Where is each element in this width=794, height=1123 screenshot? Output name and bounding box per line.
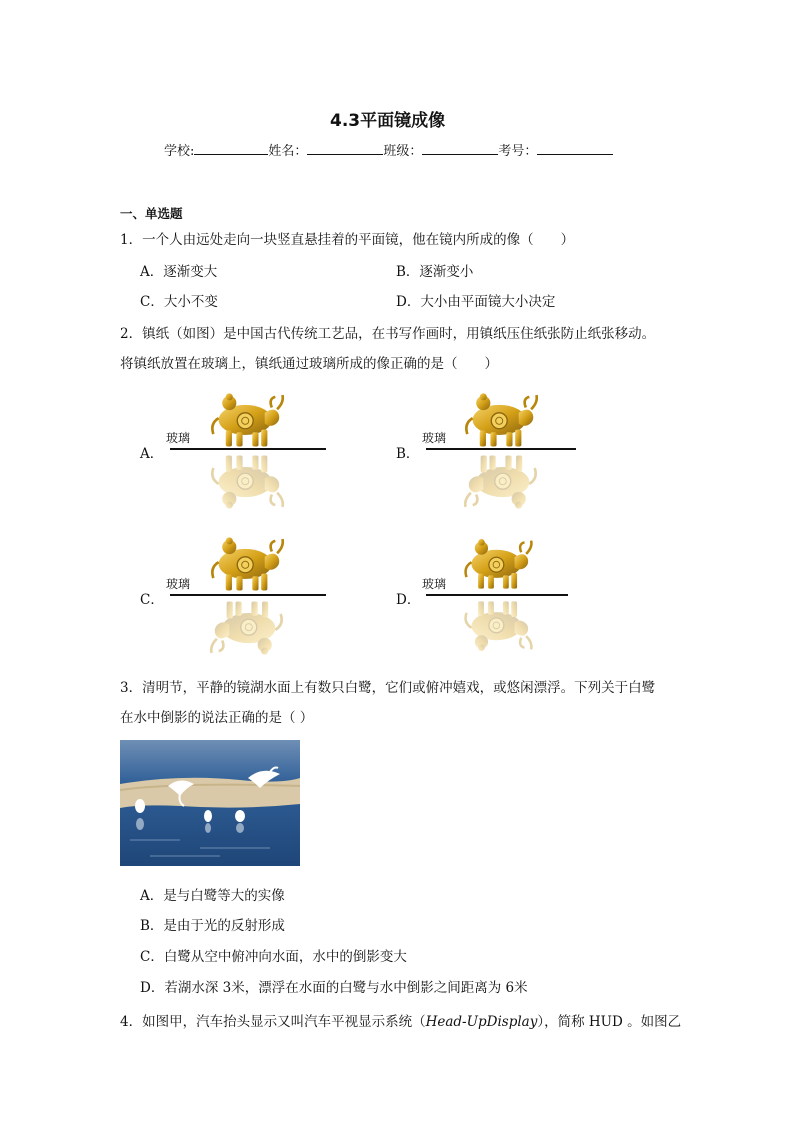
ox-paperweight-d-image	[452, 534, 544, 592]
question-4-stem	[120, 1010, 681, 1030]
glass-label-d: 玻璃	[422, 577, 447, 591]
question-1-option-d[interactable]: D．大小由平面镜大小决定	[396, 294, 556, 310]
egrets-lake-photo	[120, 740, 300, 866]
question-2-option-d-letter[interactable]: D．	[396, 592, 421, 608]
question-1-option-c[interactable]: C．大小不变	[140, 294, 218, 310]
glass-label-a: 玻璃	[166, 431, 191, 445]
class-field[interactable]	[422, 142, 498, 155]
question-4-stem-end: ），简称 HUD 。如图乙	[537, 1014, 682, 1030]
question-3-option-d[interactable]: D．若湖水深 3米，漂浮在水面的白鹭与水中倒影之间距离为 6米	[140, 980, 528, 996]
school-label: 学校:	[164, 144, 195, 159]
glass-line-a	[170, 448, 326, 450]
glass-line-d	[426, 594, 568, 596]
name-field[interactable]	[307, 142, 383, 155]
exam-field[interactable]	[537, 142, 613, 155]
ox-reflection-c-image	[198, 598, 296, 660]
exam-label: 考号：	[498, 144, 538, 159]
question-3-stem-line-1: 3．清明节，平静的镜湖水面上有数只白鹭，它们或俯冲嬉戏，或悠闲漂浮。下列关于白鹭	[120, 680, 656, 696]
question-3-option-c[interactable]: C．白鹭从空中俯冲向水面，水中的倒影变大	[140, 949, 407, 965]
ox-paperweight-a-image	[198, 388, 296, 450]
ox-reflection-a-image	[198, 452, 296, 514]
ox-paperweight-c-image	[198, 532, 296, 594]
glass-label-b: 玻璃	[422, 431, 447, 445]
class-label: 班级：	[383, 144, 423, 159]
glass-line-c	[170, 594, 326, 596]
name-label: 姓名：	[268, 144, 308, 159]
question-2-stem-line-1: 2．镇纸（如图）是中国古代传统工艺品，在书写作画时，用镇纸压住纸张防止纸张移动。	[120, 326, 656, 342]
student-info-line	[164, 140, 613, 159]
question-2-stem-line-2: 将镇纸放置在玻璃上，镇纸通过玻璃所成的像正确的是（ ）	[120, 356, 498, 372]
question-1-stem: 1．一个人由远处走向一块竖直悬挂着的平面镜，他在镜内所成的像（ ）	[120, 232, 575, 248]
question-3-stem-line-2: 在水中倒影的说法正确的是（ ）	[120, 710, 314, 726]
page-title: 4.3平面镜成像	[330, 111, 446, 131]
ox-reflection-b-image	[452, 452, 550, 514]
question-1-option-a[interactable]: A．逐渐变大	[140, 264, 218, 280]
glass-label-c: 玻璃	[166, 577, 191, 591]
question-3-option-a[interactable]: A．是与白鹭等大的实像	[140, 888, 285, 904]
glass-line-b	[426, 448, 576, 450]
question-2-option-c-letter[interactable]: C．	[140, 592, 164, 608]
question-3-option-b[interactable]: B．是由于光的反射形成	[140, 918, 285, 934]
question-2-option-b-letter[interactable]: B．	[396, 446, 420, 462]
section-heading: 一、单选题	[120, 206, 183, 221]
question-2-option-a-letter[interactable]: A．	[140, 446, 164, 462]
question-4-stem-start: 4．如图甲，汽车抬头显示又叫汽车平视显示系统（	[120, 1014, 426, 1030]
ox-paperweight-b-image	[452, 388, 550, 450]
question-4-stem-italic: Head-UpDisplay	[425, 1014, 538, 1030]
ox-reflection-d-image	[452, 598, 544, 656]
school-field[interactable]	[194, 142, 268, 155]
question-1-option-b[interactable]: B．逐渐变小	[396, 264, 474, 280]
